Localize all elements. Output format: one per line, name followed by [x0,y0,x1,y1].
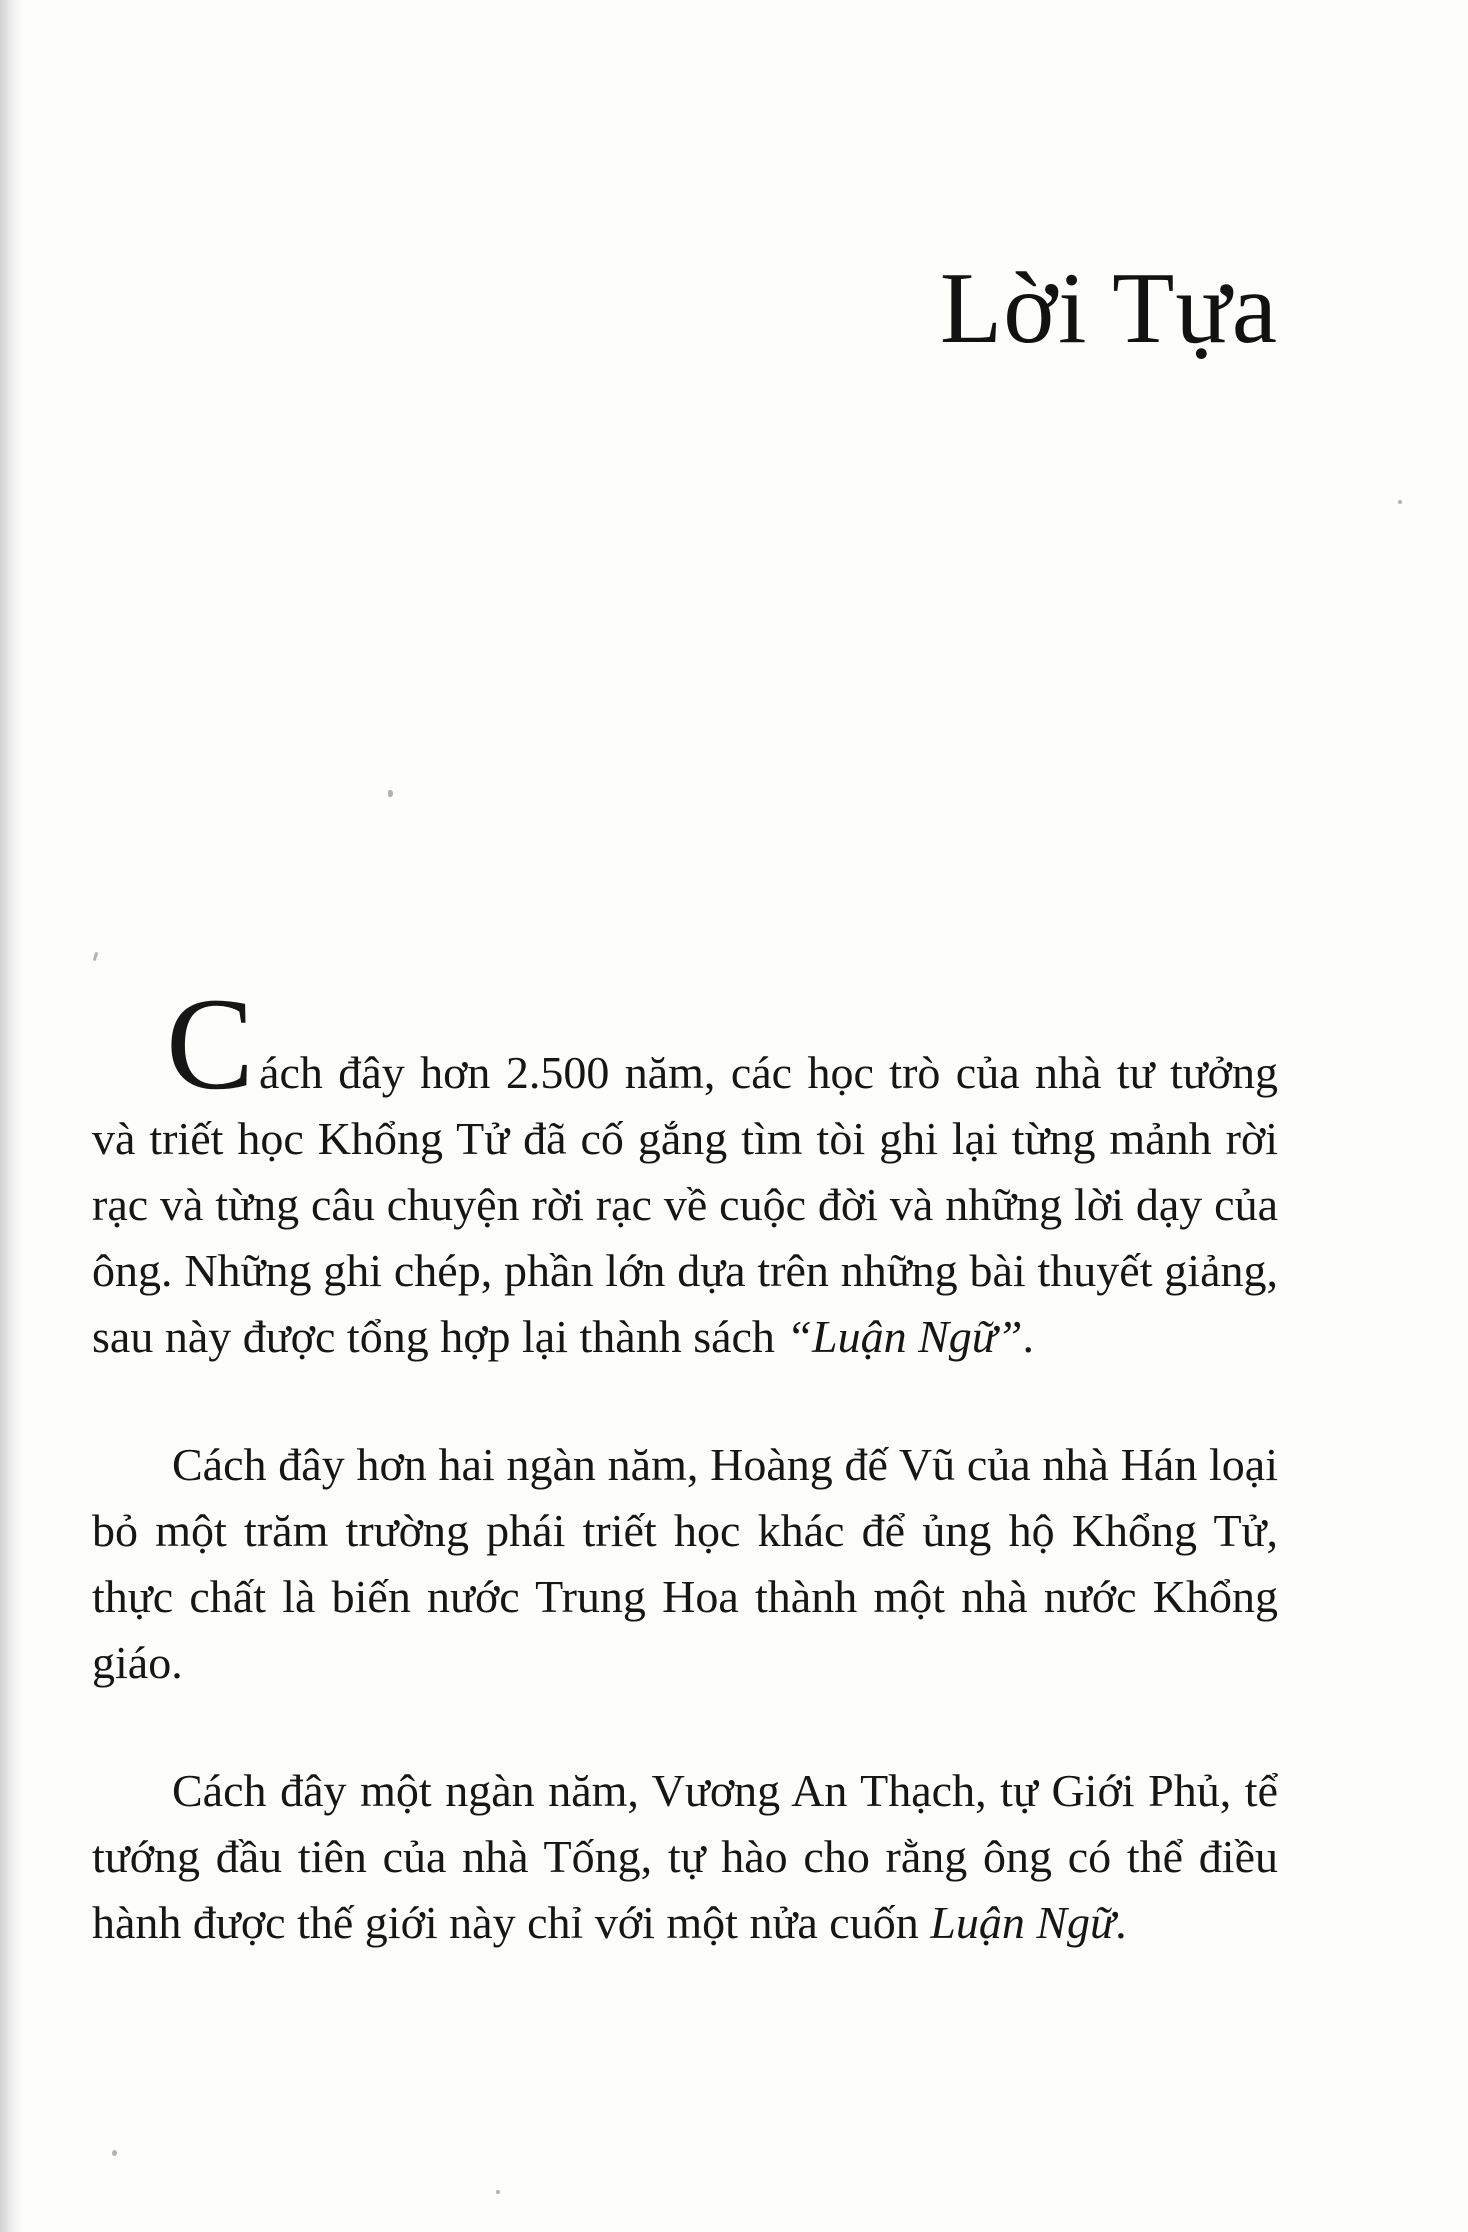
book-title-reference: Luận Ngữ [930,1897,1116,1948]
paragraph-3-text: Cách đây một ngàn năm, Vương An Thạch, tự Giới Phủ, tể tướng đầu tiên của nhà Tống, tự hào cho rằng ông có thể điều hành được thế giới này chỉ với một nửa cuốn [92,1765,1278,1948]
scan-edge-shadow [0,0,22,2232]
paragraph-3 [92,1758,1278,1956]
page-title: Lời Tựa [939,252,1278,365]
paragraph-1-text: ách đây hơn 2.500 năm, các học trò của nhà tư tưởng và triết học Khổng Tử đã cố gắng tìm tòi ghi lại từng mảnh rời rạc và từng câu chuyện rời rạc về cuộc đời và những lời dạy của ông. Những ghi chép, phần lớn dựa trên những bài thuyết giảng, sau này được tổng hợp lại thành sách [92,1047,1278,1362]
scan-speck [388,790,393,797]
scan-speck [496,2190,500,2194]
paragraph-2 [92,1432,1278,1696]
scan-speck [1398,500,1402,504]
drop-cap: C [166,970,255,1117]
paragraph-1 [92,970,1278,1370]
scan-speck [112,2150,117,2156]
body-text [92,970,1278,2018]
paragraph-1-end: . [1022,1311,1034,1362]
book-title-reference: “Luận Ngữ” [786,1311,1023,1362]
scan-speck [93,952,99,961]
paragraph-2-text: Cách đây hơn hai ngàn năm, Hoàng đế Vũ của nhà Hán loại bỏ một trăm trường phái triết học khác để ủng hộ Khổng Tử, thực chất là biến nước Trung Hoa thành một nhà nước Khổng giáo. [92,1439,1278,1688]
paragraph-3-end: . [1115,1897,1127,1948]
